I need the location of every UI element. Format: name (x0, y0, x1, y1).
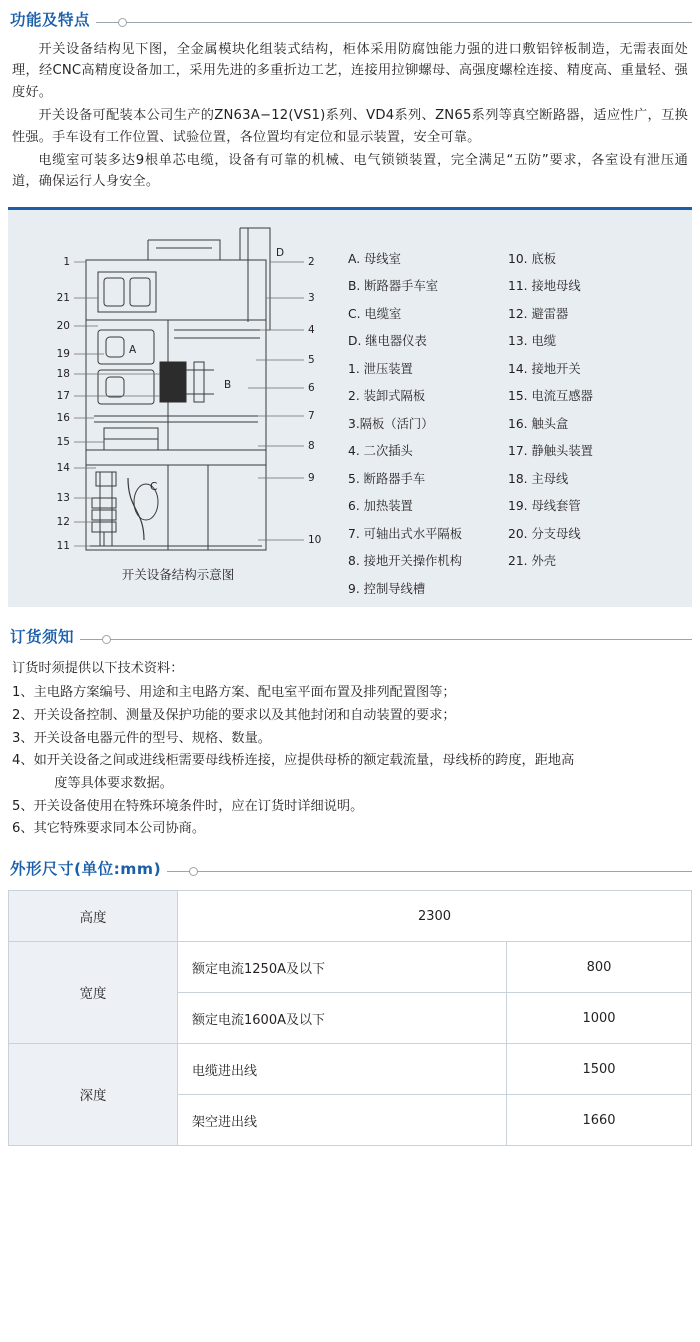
svg-text:16: 16 (56, 411, 70, 424)
cell-value: 1000 (507, 993, 692, 1044)
legend-item: C. 电缆室 (348, 306, 402, 321)
dimensions-table-wrap (8, 890, 692, 1146)
paragraph: 开关设备结构见下图，全金属模块化组装式结构，柜体采用防腐蚀能力强的进口敷铝锌板制造，无需表面处理，经CNC高精度设备加工，采用先进的多重折边工艺，连接用拉铆螺母、高强度螺栓连接、精度高、重量轻、强度好。 (12, 42, 688, 100)
legend-item: A. 母线室 (348, 251, 401, 266)
svg-text:9: 9 (308, 471, 315, 484)
svg-text:1: 1 (63, 255, 70, 268)
section-title-features: 功能及特点 (10, 11, 91, 29)
ordering-intro: 订货时须提供以下技术资料： (12, 660, 184, 676)
svg-text:10: 10 (308, 533, 322, 546)
row-header-depth: 深度 (9, 1044, 178, 1146)
dimensions-table (8, 890, 692, 1146)
legend-item: 16. 触头盒 (508, 416, 569, 431)
figure-legend (348, 210, 692, 607)
list-item: 2、开关设备控制、测量及保护功能的要求以及其他封闭和自动装置的要求； (12, 707, 456, 723)
cell-label: 电缆进出线 (178, 1044, 507, 1095)
cabinet-diagram-svg (8, 210, 348, 580)
list-item-continuation: 度等具体要求数据。 (54, 775, 173, 791)
section-rule (80, 634, 692, 644)
figure-panel (8, 207, 692, 607)
svg-text:2: 2 (308, 255, 315, 268)
cabinet-diagram (8, 210, 348, 607)
paragraph: 电缆室可装多达9根单芯电缆，设备有可靠的机械、电气锁锁装置，完全满足“五防”要求，各室设有泄压通道，确保运行人身安全。 (12, 152, 688, 190)
legend-item: 18. 主母线 (508, 471, 569, 486)
legend-item: 3.隔板（活门） (348, 416, 434, 431)
svg-text:11: 11 (56, 539, 70, 552)
legend-column-1 (348, 246, 498, 604)
legend-item: 8. 接地开关操作机构 (348, 554, 463, 569)
svg-text:20: 20 (56, 319, 70, 332)
cell-height-value: 2300 (178, 891, 692, 942)
list-item: 3、开关设备电器元件的型号、规格、数量。 (12, 730, 271, 746)
svg-text:18: 18 (56, 367, 70, 380)
cell-label: 额定电流1250A及以下 (178, 942, 507, 993)
cell-value: 1500 (507, 1044, 692, 1095)
row-header-height: 高度 (9, 891, 178, 942)
figure-caption: 开关设备结构示意图 (121, 566, 235, 582)
svg-text:C: C (150, 480, 158, 493)
legend-item: 10. 底板 (508, 251, 557, 266)
svg-text:19: 19 (56, 347, 70, 360)
svg-text:4: 4 (308, 323, 315, 336)
section-rule (96, 17, 692, 27)
svg-text:15: 15 (56, 435, 70, 448)
legend-item: 15. 电流互感器 (508, 389, 593, 404)
svg-text:6: 6 (308, 381, 315, 394)
cell-value: 1660 (507, 1095, 692, 1146)
legend-item: 6. 加热装置 (348, 499, 413, 514)
cell-label: 额定电流1600A及以下 (178, 993, 507, 1044)
legend-item: 11. 接地母线 (508, 279, 581, 294)
legend-item: 1. 泄压装置 (348, 361, 413, 376)
legend-item: 7. 可轴出式水平隔板 (348, 526, 463, 541)
legend-item: B. 断路器手车室 (348, 279, 439, 294)
legend-item: 21. 外壳 (508, 554, 557, 569)
svg-text:B: B (224, 378, 232, 391)
svg-text:7: 7 (308, 409, 315, 422)
cell-value: 800 (507, 942, 692, 993)
svg-text:12: 12 (56, 515, 70, 528)
section-title-dimensions: 外形尺寸(单位:mm) (10, 860, 162, 879)
svg-text:D: D (276, 246, 285, 259)
row-header-width: 宽度 (9, 942, 178, 1044)
legend-item: D. 继电器仪表 (348, 334, 427, 349)
section-header-ordering (0, 629, 700, 648)
section-header-dimensions (0, 861, 700, 880)
legend-item: 14. 接地开关 (508, 361, 581, 376)
legend-item: 2. 装卸式隔板 (348, 389, 426, 404)
svg-text:3: 3 (308, 291, 315, 304)
legend-item: 20. 分支母线 (508, 526, 581, 541)
svg-text:5: 5 (308, 353, 315, 366)
legend-item: 9. 控制导线槽 (348, 581, 426, 596)
list-item: 4、如开关设备之间或进线柜需要母线桥连接，应提供母桥的额定载流量，母线桥的跨度，距地高 (12, 753, 575, 769)
list-item: 5、开关设备使用在特殊环境条件时，应在订货时详细说明。 (12, 798, 364, 814)
page (0, 12, 700, 1146)
table-row (9, 1044, 692, 1095)
paragraph: 开关设备可配装本公司生产的ZN63A−12(VS1)系列、VD4系列、ZN65系列等真空断路器，适应性广，互换性强。手车设有工作位置、试验位置，各位置均有定位和显示装置，安全可靠。 (12, 108, 688, 145)
svg-text:17: 17 (56, 389, 70, 402)
section-title-ordering: 订货须知 (10, 627, 75, 646)
cell-label: 架空进出线 (178, 1095, 507, 1146)
legend-item: 19. 母线套管 (508, 499, 581, 514)
svg-text:A: A (129, 343, 137, 356)
svg-text:8: 8 (308, 439, 315, 452)
svg-text:14: 14 (56, 461, 70, 474)
svg-text:21: 21 (56, 291, 70, 304)
features-paragraphs (0, 31, 700, 193)
table-row (9, 891, 692, 942)
list-item: 1、主电路方案编号、用途和主电路方案、配电室平面布置及排列配置图等； (12, 685, 456, 701)
list-item: 6、其它特殊要求同本公司协商。 (12, 821, 206, 837)
table-row (9, 942, 692, 993)
svg-text:13: 13 (56, 491, 70, 504)
ordering-list (0, 648, 700, 841)
legend-column-2 (508, 246, 648, 604)
legend-item: 17. 静触头装置 (508, 444, 593, 459)
legend-item: 12. 避雷器 (508, 306, 569, 321)
legend-item: 5. 断路器手车 (348, 471, 426, 486)
legend-item: 13. 电缆 (508, 334, 557, 349)
section-rule (167, 866, 692, 876)
legend-item: 4. 二次插头 (348, 444, 413, 459)
section-header-features (0, 12, 700, 31)
